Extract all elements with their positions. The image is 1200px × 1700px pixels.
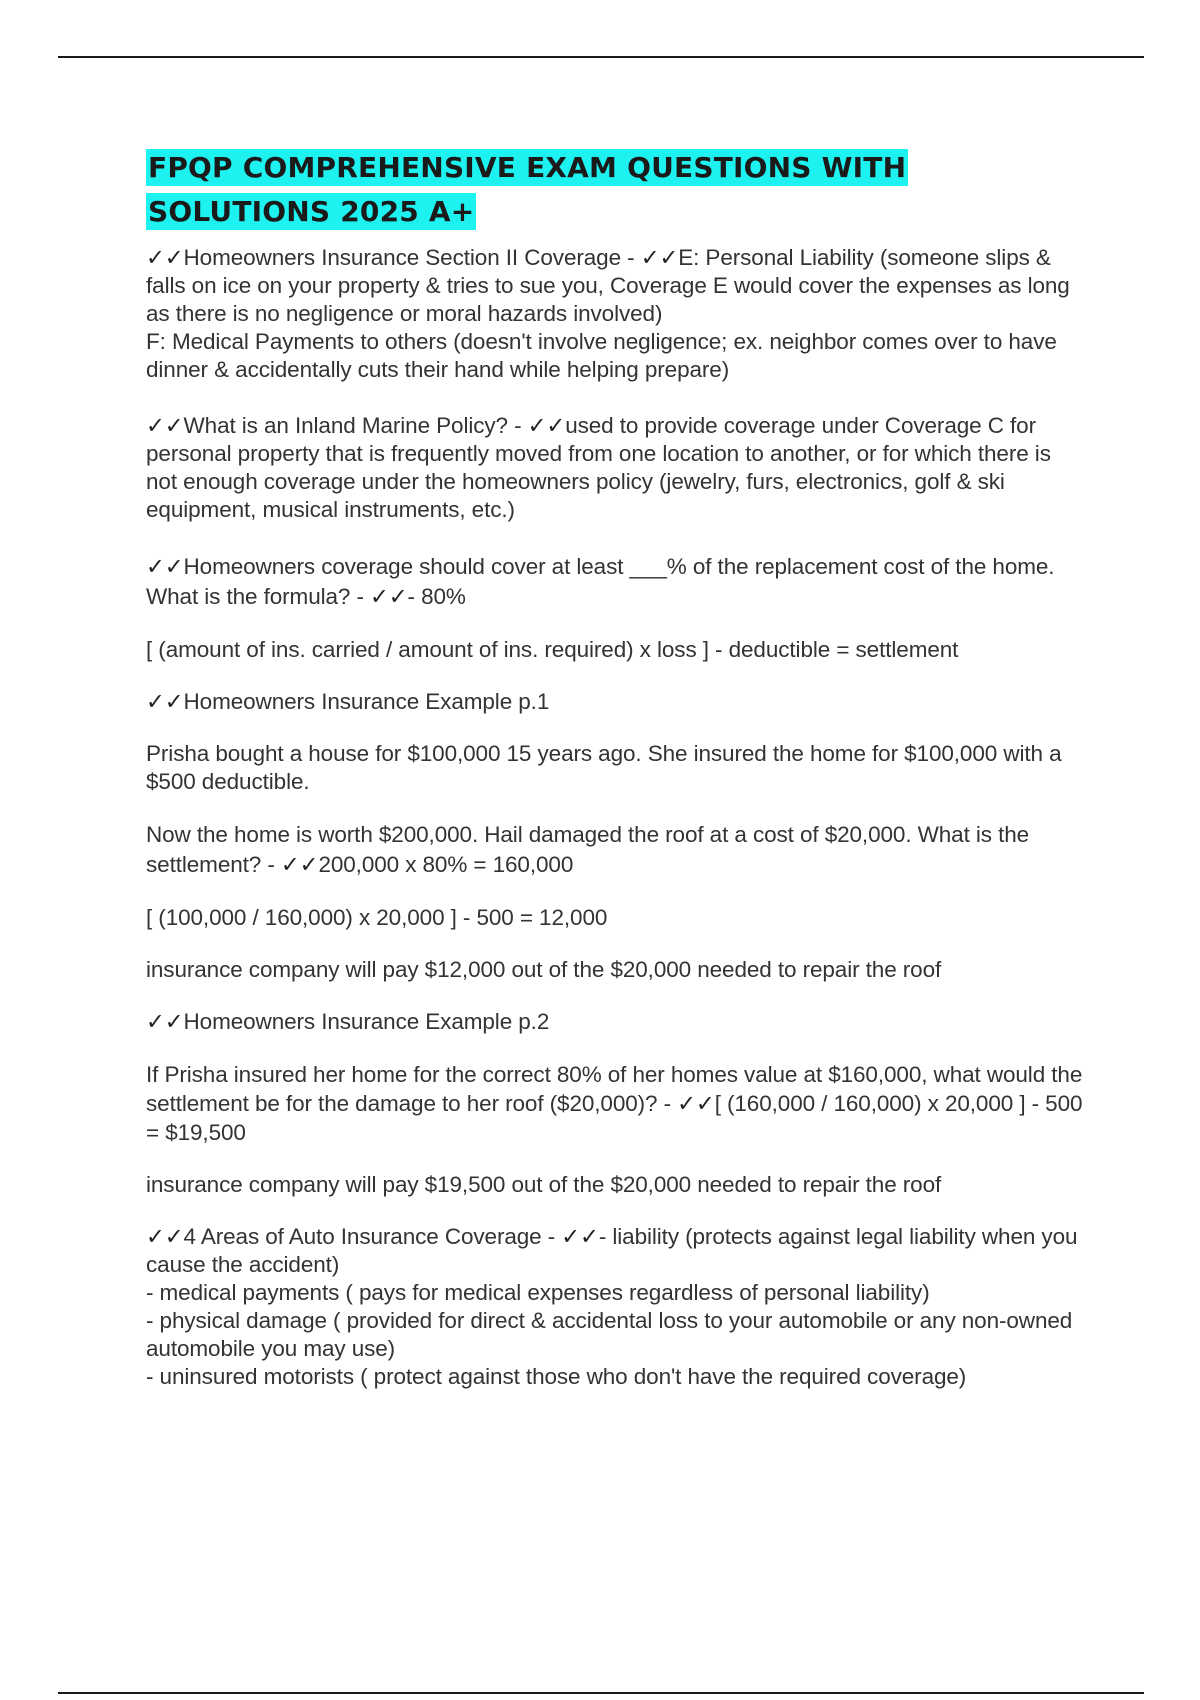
qa-inland-marine-policy: [146, 412, 1086, 524]
double-check-icon: ✓✓: [677, 1091, 715, 1116]
example-p1-paragraph-1: Prisha bought a house for $100,000 15 years ago. She insured the home for $100,000 with a $500 deductible.: [146, 741, 1062, 794]
example-p1-paragraph-2: [146, 820, 1086, 880]
answer-text: used to provide coverage under Coverage C for personal property that is frequently moved from one location to another, or for which there is not enough coverage under the homeowners policy (jewelry, furs, electronics, golf & ski equipment, musical instruments, etc.): [146, 413, 1051, 522]
qa-homeowners-section-ii: [146, 244, 1086, 384]
example-p2-paragraph: [146, 1060, 1086, 1147]
double-check-icon: ✓✓: [146, 554, 184, 579]
double-check-icon: ✓✓: [146, 245, 184, 270]
answer-item-medical-payments: - medical payments ( pays for medical expenses regardless of personal liability): [146, 1280, 930, 1305]
double-check-icon: ✓✓: [370, 584, 408, 609]
bottom-rule: [58, 1692, 1144, 1694]
top-rule: [58, 56, 1144, 58]
question-text: Homeowners coverage should cover at least ___% of the replacement cost of the home. What is the formula? -: [146, 554, 1055, 609]
question-text: Homeowners Insurance Section II Coverage -: [183, 245, 641, 270]
answer-item-uninsured-motorists: - uninsured motorists ( protect against those who don't have the required coverage): [146, 1364, 967, 1389]
answer-text: E: Personal Liability (someone slips & falls on ice on your property & tries to sue you, Coverage E would cover the expenses as long as there is no negligence or moral hazards involved): [146, 245, 1070, 326]
answer-item-liability: - liability (protects against legal liability when you cause the accident): [146, 1224, 1078, 1277]
double-check-icon: ✓✓: [146, 413, 184, 438]
title-line-2: SOLUTIONS 2025 A+: [148, 195, 475, 228]
answer-text-line-2: F: Medical Payments to others (doesn't involve negligence; ex. neighbor comes over to have dinner & accidentally cuts their hand while helping prepare): [146, 329, 1057, 382]
double-check-icon: ✓✓: [146, 689, 184, 714]
question-text: If Prisha insured her home for the correct 80% of her homes value at $160,000, what would the settlement be for the damage to her roof ($20,000)? -: [146, 1062, 1083, 1116]
document-body: [146, 146, 1086, 1391]
answer-text: 200,000 x 80% = 160,000: [318, 852, 574, 877]
question-text: 4 Areas of Auto Insurance Coverage -: [183, 1224, 562, 1249]
coinsurance-formula: [ (amount of ins. carried / amount of ins. required) x loss ] - deductible = settlement: [146, 637, 959, 662]
question-text: Now the home is worth $200,000. Hail damaged the roof at a cost of $20,000. What is the settlement? -: [146, 822, 1030, 877]
double-check-icon: ✓✓: [561, 1224, 599, 1249]
qa-example-p1-heading: [146, 688, 1086, 716]
qa-example-p2-heading: [146, 1008, 1086, 1036]
double-check-icon: ✓✓: [146, 1224, 184, 1249]
answer-item-physical-damage: - physical damage ( provided for direct & accidental loss to your automobile or any non-owned automobile you may use): [146, 1308, 1073, 1361]
qa-auto-insurance-areas: [146, 1223, 1086, 1391]
question-text: What is an Inland Marine Policy? -: [183, 413, 528, 438]
title-line-1: FPQP COMPREHENSIVE EXAM QUESTIONS WITH: [148, 151, 907, 184]
document-title: [146, 146, 1086, 234]
example-p2-result: insurance company will pay $19,500 out of the $20,000 needed to repair the roof: [146, 1172, 942, 1197]
double-check-icon: ✓✓: [280, 852, 319, 877]
answer-text: [ (160,000 / 160,000) x 20,000 ] - 500 = $19,500: [146, 1091, 1083, 1145]
double-check-icon: ✓✓: [146, 1009, 184, 1034]
question-text: Homeowners Insurance Example p.2: [183, 1009, 550, 1034]
example-p1-result: insurance company will pay $12,000 out of the $20,000 needed to repair the roof: [146, 957, 942, 982]
double-check-icon: ✓✓: [527, 413, 566, 438]
example-p1-calculation: [ (100,000 / 160,000) x 20,000 ] - 500 = 12,000: [146, 905, 608, 930]
double-check-icon: ✓✓: [640, 245, 679, 270]
question-text: Homeowners Insurance Example p.1: [183, 689, 550, 714]
qa-homeowners-coverage-percent: [146, 552, 1086, 612]
answer-text: - 80%: [407, 584, 466, 609]
